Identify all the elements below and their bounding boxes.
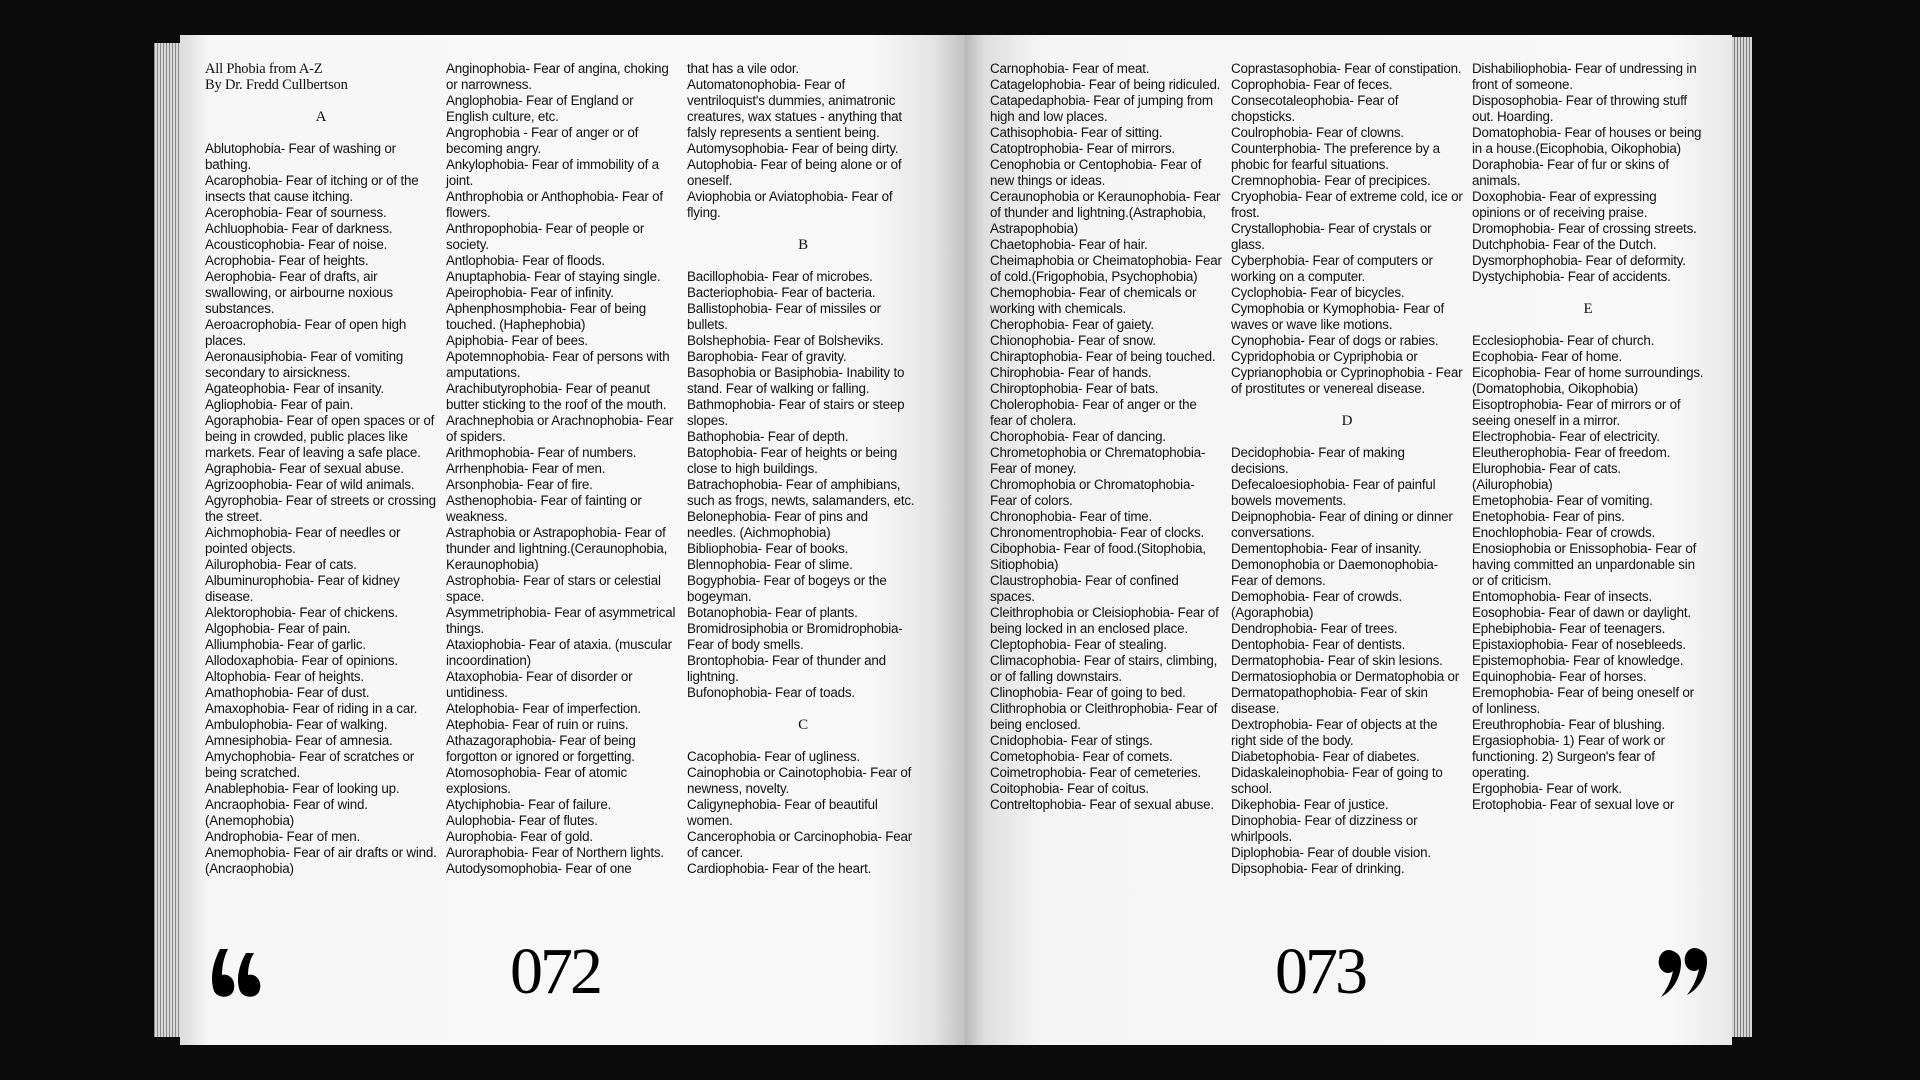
phobia-entry: Dromophobia- Fear of crossing streets. — [1472, 221, 1697, 236]
phobia-entry: Demonophobia or Daemonophobia- Fear of demons. — [1231, 557, 1438, 588]
phobia-entry: Basophobia or Basiphobia- Inability to stand. Fear of walking or falling. — [687, 365, 905, 396]
open-book — [150, 35, 1760, 1045]
phobia-entry: Climacophobia- Fear of stairs, climbing, or of falling downstairs. — [990, 653, 1218, 684]
phobia-entry: Cleptophobia- Fear of stealing. — [990, 637, 1167, 652]
phobia-entry: Alektorophobia- Fear of chickens. — [205, 605, 398, 620]
phobia-entry: Ataxophobia- Fear of disorder or untidiness. — [446, 669, 633, 700]
left-page — [180, 35, 965, 1045]
phobia-entry: Enochlophobia- Fear of crowds. — [1472, 525, 1656, 540]
phobia-entry: Cnidophobia- Fear of stings. — [990, 733, 1153, 748]
phobia-entry: Decidophobia- Fear of making decisions. — [1231, 445, 1405, 476]
phobia-entry: Chromophobia or Chromatophobia- Fear of colors. — [990, 477, 1195, 508]
phobia-entry: Cleithrophobia or Cleisiophobia- Fear of being locked in an enclosed place. — [990, 605, 1219, 636]
phobia-entry: Doraphobia- Fear of fur or skins of animals. — [1472, 157, 1669, 188]
phobia-entry: Arrhenphobia- Fear of men. — [446, 461, 606, 476]
phobia-entry: Epistaxiophobia- Fear of nosebleeds. — [1472, 637, 1686, 652]
page-number-right: 073 — [1275, 935, 1365, 1008]
column-3 — [687, 61, 919, 877]
phobia-entry: Bacillophobia- Fear of microbes. — [687, 269, 873, 284]
phobia-entry: Anablephobia- Fear of looking up. — [205, 781, 400, 796]
phobia-entry: Dipsophobia- Fear of drinking. — [1231, 861, 1405, 876]
phobia-entry: Autodysomophobia- Fear of one — [446, 861, 632, 876]
phobia-entry: Chiroptophobia- Fear of bats. — [990, 381, 1159, 396]
phobia-entry: Aeronausiphobia- Fear of vomiting secondary to airsickness. — [205, 349, 404, 380]
phobia-entry: Cancerophobia or Carcinophobia- Fear of cancer. — [687, 829, 913, 860]
phobia-entry: Atychiphobia- Fear of failure. — [446, 797, 612, 812]
phobia-entry: Chronomentrophobia- Fear of clocks. — [990, 525, 1205, 540]
phobia-entry: Dikephobia- Fear of justice. — [1231, 797, 1389, 812]
phobia-entry: Cenophobia or Centophobia- Fear of new things or ideas. — [990, 157, 1202, 188]
phobia-entry: Coprophobia- Fear of feces. — [1231, 77, 1393, 92]
phobia-entry: Ballistophobia- Fear of missiles or bullets. — [687, 301, 881, 332]
phobia-entry: Bathophobia- Fear of depth. — [687, 429, 849, 444]
phobia-entry: Dentophobia- Fear of dentists. — [1231, 637, 1406, 652]
phobia-entry: Asthenophobia- Fear of fainting or weakness. — [446, 493, 642, 524]
phobia-entry: Bromidrosiphobia or Bromidrophobia- Fear of body smells. — [687, 621, 903, 652]
phobia-entry: Cheimaphobia or Cheimatophobia- Fear of cold.(Frigophobia, Psychophobia) — [990, 253, 1222, 284]
phobia-entry: Cardiophobia- Fear of the heart. — [687, 861, 872, 876]
phobia-entry: Arachibutyrophobia- Fear of peanut butter sticking to the roof of the mouth. — [446, 381, 667, 412]
phobia-entry: Bibliophobia- Fear of books. — [687, 541, 849, 556]
book-title: All Phobia from A-Z — [205, 61, 323, 77]
phobia-entry: Cremnophobia- Fear of precipices. — [1231, 173, 1431, 188]
phobia-entry: Eremophobia- Fear of being oneself or of lonliness. — [1472, 685, 1694, 716]
phobia-entry: Amnesiphobia- Fear of amnesia. — [205, 733, 393, 748]
phobia-entry: Clinophobia- Fear of going to bed. — [990, 685, 1186, 700]
phobia-entry: Aulophobia- Fear of flutes. — [446, 813, 598, 828]
phobia-entry: Batophobia- Fear of heights or being close to high buildings. — [687, 445, 898, 476]
phobia-entry: Dendrophobia- Fear of trees. — [1231, 621, 1398, 636]
phobia-entry: Diabetophobia- Fear of diabetes. — [1231, 749, 1420, 764]
phobia-entry: Barophobia- Fear of gravity. — [687, 349, 847, 364]
page-edges-left — [154, 43, 180, 1037]
phobia-entry: Ecclesiophobia- Fear of church. — [1472, 333, 1655, 348]
phobia-entry: Cyclophobia- Fear of bicycles. — [1231, 285, 1405, 300]
phobia-entry: Chiraptophobia- Fear of being touched. — [990, 349, 1216, 364]
phobia-entry: Ergophobia- Fear of work. — [1472, 781, 1622, 796]
phobia-entry: Epistemophobia- Fear of knowledge. — [1472, 653, 1684, 668]
close-quote-icon — [1655, 947, 1711, 999]
phobia-entry: Ataxiophobia- Fear of ataxia. (muscular incoordination) — [446, 637, 672, 668]
phobia-entry: Claustrophobia- Fear of confined spaces. — [990, 573, 1179, 604]
phobia-entry: Acousticophobia- Fear of noise. — [205, 237, 388, 252]
phobia-entry: Dextrophobia- Fear of objects at the right side of the body. — [1231, 717, 1438, 748]
phobia-entry: Dystychiphobia- Fear of accidents. — [1472, 269, 1671, 284]
phobia-entry: Electrophobia- Fear of electricity. — [1472, 429, 1660, 444]
phobia-entry: Chorophobia- Fear of dancing. — [990, 429, 1166, 444]
phobia-entry: Anuptaphobia- Fear of staying single. — [446, 269, 661, 284]
phobia-entry: Dysmorphophobia- Fear of deformity. — [1472, 253, 1686, 268]
phobia-entry: Cainophobia or Cainotophobia- Fear of newness, novelty. — [687, 765, 912, 796]
phobia-entry: Amathophobia- Fear of dust. — [205, 685, 370, 700]
phobia-entry: Catoptrophobia- Fear of mirrors. — [990, 141, 1175, 156]
phobia-entry: Apiphobia- Fear of bees. — [446, 333, 588, 348]
phobia-entry: Auroraphobia- Fear of Northern lights. — [446, 845, 664, 860]
phobia-entry: Ergasiophobia- 1) Fear of work or functioning. 2) Surgeon's fear of operating. — [1472, 733, 1665, 780]
phobia-entry: Astrophobia- Fear of stars or celestial space. — [446, 573, 661, 604]
phobia-entry: Ankylophobia- Fear of immobility of a joint. — [446, 157, 659, 188]
page-number-left: 072 — [510, 935, 600, 1008]
phobia-entry: Aichmophobia- Fear of needles or pointed objects. — [205, 525, 401, 556]
phobia-entry: Bathmophobia- Fear of stairs or steep slopes. — [687, 397, 905, 428]
phobia-entry: Erotophobia- Fear of sexual love or — [1472, 797, 1675, 812]
phobia-entry: Domatophobia- Fear of houses or being in a house.(Eicophobia, Oikophobia) — [1472, 125, 1702, 156]
phobia-entry: Ereuthrophobia- Fear of blushing. — [1472, 717, 1665, 732]
phobia-entry: Coimetrophobia- Fear of cemeteries. — [990, 765, 1202, 780]
phobia-entry: Caligynephobia- Fear of beautiful women. — [687, 797, 878, 828]
phobia-entry: Dermatophobia- Fear of skin lesions. — [1231, 653, 1443, 668]
phobia-entry: Amychophobia- Fear of scratches or being scratched. — [205, 749, 415, 780]
phobia-entry: Enetophobia- Fear of pins. — [1472, 509, 1625, 524]
phobia-entry: Dishabiliophobia- Fear of undressing in front of someone. — [1472, 61, 1697, 92]
phobia-entry: Clithrophobia or Cleithrophobia- Fear of being enclosed. — [990, 701, 1218, 732]
phobia-entry: Botanophobia- Fear of plants. — [687, 605, 858, 620]
phobia-entry: Cymophobia or Kymophobia- Fear of waves or wave like motions. — [1231, 301, 1444, 332]
phobia-entry: Dinophobia- Fear of dizziness or whirlpools. — [1231, 813, 1418, 844]
phobia-entry: Deipnophobia- Fear of dining or dinner conversations. — [1231, 509, 1453, 540]
section-letter: D — [1341, 413, 1353, 429]
phobia-entry: Bogyphobia- Fear of bogeys or the bogeyman. — [687, 573, 887, 604]
phobia-entry: Automatonophobia- Fear of ventriloquist's dummies, animatronic creatures, wax statues - anything that falsly represents a sentient being. — [687, 77, 902, 140]
phobia-entry: Autophobia- Fear of being alone or of oneself. — [687, 157, 902, 188]
phobia-entry: Bolshephobia- Fear of Bolsheviks. — [687, 333, 884, 348]
phobia-entry: Entomophobia- Fear of insects. — [1472, 589, 1653, 604]
phobia-entry: Cholerophobia- Fear of anger or the fear of cholera. — [990, 397, 1197, 428]
phobia-entry: Agrizoophobia- Fear of wild animals. — [205, 477, 415, 492]
phobia-entry: Cyberphobia- Fear of computers or working on a computer. — [1231, 253, 1433, 284]
phobia-entry: Amaxophobia- Fear of riding in a car. — [205, 701, 418, 716]
phobia-entry: Atelophobia- Fear of imperfection. — [446, 701, 641, 716]
phobia-entry: Catapedaphobia- Fear of jumping from high and low places. — [990, 93, 1213, 124]
phobia-entry: Counterphobia- The preference by a phobic for fearful situations. — [1231, 141, 1440, 172]
phobia-entry: Chaetophobia- Fear of hair. — [990, 237, 1148, 252]
phobia-entry: Demophobia- Fear of crowds. (Agoraphobia) — [1231, 589, 1402, 620]
phobia-entry: Automysophobia- Fear of being dirty. — [687, 141, 899, 156]
phobia-entry: Catagelophobia- Fear of being ridiculed. — [990, 77, 1221, 92]
phobia-entry: Ceraunophobia or Keraunophobia- Fear of thunder and lightning.(Astraphobia, Astrapophobia) — [990, 189, 1221, 236]
phobia-entry: Cathisophobia- Fear of sitting. — [990, 125, 1163, 140]
phobia-entry: Ablutophobia- Fear of washing or bathing. — [205, 141, 396, 172]
phobia-entry: Cryophobia- Fear of extreme cold, ice or frost. — [1231, 189, 1463, 220]
phobia-entry: Androphobia- Fear of men. — [205, 829, 361, 844]
phobia-entry: Coitophobia- Fear of coitus. — [990, 781, 1149, 796]
phobia-entry: Ecophobia- Fear of home. — [1472, 349, 1623, 364]
phobia-entry: Aviophobia or Aviatophobia- Fear of flying. — [687, 189, 893, 220]
phobia-entry: Apeirophobia- Fear of infinity. — [446, 285, 614, 300]
phobia-entry: Brontophobia- Fear of thunder and lightning. — [687, 653, 886, 684]
section-letter: A — [315, 109, 327, 125]
phobia-entry: Allodoxaphobia- Fear of opinions. — [205, 653, 398, 668]
phobia-entry: Dutchphobia- Fear of the Dutch. — [1472, 237, 1657, 252]
phobia-entry: Anglophobia- Fear of England or English culture, etc. — [446, 93, 634, 124]
phobia-entry: Disposophobia- Fear of throwing stuff out. Hoarding. — [1472, 93, 1687, 124]
phobia-entry: Arachnephobia or Arachnophobia- Fear of spiders. — [446, 413, 674, 444]
phobia-entry: Agliophobia- Fear of pain. — [205, 397, 354, 412]
phobia-entry: Cometophobia- Fear of comets. — [990, 749, 1173, 764]
phobia-entry: Dementophobia- Fear of insanity. — [1231, 541, 1422, 556]
phobia-entry: Belonephobia- Fear of pins and needles. (Aichmophobia) — [687, 509, 868, 540]
phobia-entry: Altophobia- Fear of heights. — [205, 669, 364, 684]
column-1 — [205, 61, 437, 877]
phobia-entry: Batrachophobia- Fear of amphibians, such as frogs, newts, salamanders, etc. — [687, 477, 915, 508]
phobia-entry: Chirophobia- Fear of hands. — [990, 365, 1152, 380]
phobia-entry: Alliumphobia- Fear of garlic. — [205, 637, 366, 652]
phobia-entry: Eicophobia- Fear of home surroundings.(Domatophobia, Oikophobia) — [1472, 365, 1704, 396]
phobia-entry: Equinophobia- Fear of horses. — [1472, 669, 1647, 684]
phobia-entry: Agyrophobia- Fear of streets or crossing the street. — [205, 493, 436, 524]
phobia-entry: Agateophobia- Fear of insanity. — [205, 381, 384, 396]
phobia-entry: Ancraophobia- Fear of wind. (Anemophobia) — [205, 797, 368, 828]
phobia-entry: Defecaloesiophobia- Fear of painful bowels movements. — [1231, 477, 1436, 508]
phobia-entry: Cynophobia- Fear of dogs or rabies. — [1231, 333, 1439, 348]
phobia-entry: Consecotaleophobia- Fear of chopsticks. — [1231, 93, 1399, 124]
page-edges-right — [1732, 37, 1752, 1037]
phobia-entry: Carnophobia- Fear of meat. — [990, 61, 1150, 76]
phobia-entry: Antlophobia- Fear of floods. — [446, 253, 605, 268]
phobia-entry: Anginophobia- Fear of angina, choking or narrowness. — [446, 61, 669, 92]
phobia-entry: Diplophobia- Fear of double vision. — [1231, 845, 1431, 860]
phobia-entry: Eleutherophobia- Fear of freedom. — [1472, 445, 1671, 460]
section-letter: E — [1583, 301, 1593, 317]
open-quote-icon — [210, 947, 270, 999]
phobia-entry: Dermatosiophobia or Dermatophobia or Dermatopathophobia- Fear of skin disease. — [1231, 669, 1460, 716]
phobia-entry: Emetophobia- Fear of vomiting. — [1472, 493, 1653, 508]
phobia-entry: Contreltophobia- Fear of sexual abuse. — [990, 797, 1214, 812]
phobia-entry: Anemophobia- Fear of air drafts or wind.(Ancraophobia) — [205, 845, 437, 876]
phobia-entry: Cherophobia- Fear of gaiety. — [990, 317, 1154, 332]
phobia-entry: Atomosophobia- Fear of atomic explosions. — [446, 765, 628, 796]
phobia-entry: Athazagoraphobia- Fear of being forgotton or ignored or forgetting. — [446, 733, 636, 764]
column-4 — [990, 61, 1222, 813]
phobia-entry: Arsonphobia- Fear of fire. — [446, 477, 593, 492]
phobia-entry: Elurophobia- Fear of cats. (Ailurophobia) — [1472, 461, 1621, 492]
phobia-entry: Eosophobia- Fear of dawn or daylight. — [1472, 605, 1691, 620]
phobia-entry: Ambulophobia- Fear of walking. — [205, 717, 388, 732]
phobia-entry: Bacteriophobia- Fear of bacteria. — [687, 285, 876, 300]
phobia-entry: Blennophobia- Fear of slime. — [687, 557, 853, 572]
phobia-entry: Algophobia- Fear of pain. — [205, 621, 351, 636]
phobia-entry: Didaskaleinophobia- Fear of going to school. — [1231, 765, 1443, 796]
phobia-entry: Aphenphosmphobia- Fear of being touched. (Haphephobia) — [446, 301, 647, 332]
column-2 — [446, 61, 678, 877]
phobia-entry: Chrometophobia or Chrematophobia- Fear of money. — [990, 445, 1206, 476]
phobia-entry: Acerophobia- Fear of sourness. — [205, 205, 387, 220]
phobia-entry: Angrophobia - Fear of anger or of becoming angry. — [446, 125, 639, 156]
phobia-entry: Cacophobia- Fear of ugliness. — [687, 749, 860, 764]
phobia-entry: Acarophobia- Fear of itching or of the insects that cause itching. — [205, 173, 419, 204]
phobia-entry: Ailurophobia- Fear of cats. — [205, 557, 357, 572]
phobia-entry: Eisoptrophobia- Fear of mirrors or of seeing oneself in a mirror. — [1472, 397, 1681, 428]
phobia-entry: Coprastasophobia- Fear of constipation. — [1231, 61, 1462, 76]
phobia-entry: Agoraphobia- Fear of open spaces or of being in crowded, public places like markets. Fear of leaving a safe place. — [205, 413, 435, 460]
phobia-entry: Anthrophobia or Anthophobia- Fear of flowers. — [446, 189, 663, 220]
phobia-entry: Chronophobia- Fear of time. — [990, 509, 1153, 524]
right-page — [965, 35, 1732, 1045]
phobia-entry: Chemophobia- Fear of chemicals or working with chemicals. — [990, 285, 1197, 316]
phobia-entry: Cibophobia- Fear of food.(Sitophobia, Sitiophobia) — [990, 541, 1206, 572]
phobia-entry: Atephobia- Fear of ruin or ruins. — [446, 717, 629, 732]
phobia-entry: Apotemnophobia- Fear of persons with amputations. — [446, 349, 670, 380]
column-6 — [1472, 61, 1704, 813]
phobia-entry: Bufonophobia- Fear of toads. — [687, 685, 855, 700]
phobia-entry: Coulrophobia- Fear of clowns. — [1231, 125, 1404, 140]
phobia-entry: Albuminurophobia- Fear of kidney disease. — [205, 573, 400, 604]
phobia-entry: Cypridophobia or Cypriphobia or Cyprianophobia or Cyprinophobia - Fear of prostitutes or venereal disease. — [1231, 349, 1463, 396]
phobia-entry: Acrophobia- Fear of heights. — [205, 253, 369, 268]
phobia-entry: that has a vile odor. — [687, 61, 799, 76]
phobia-entry: Aerophobia- Fear of drafts, air swallowing, or airbourne noxious substances. — [205, 269, 393, 316]
phobia-entry: Asymmetriphobia- Fear of asymmetrical things. — [446, 605, 676, 636]
phobia-entry: Aurophobia- Fear of gold. — [446, 829, 593, 844]
phobia-entry: Crystallophobia- Fear of crystals or glass. — [1231, 221, 1432, 252]
book-author: By Dr. Fredd Cullbertson — [205, 77, 348, 93]
phobia-entry: Astraphobia or Astrapophobia- Fear of thunder and lightning.(Ceraunophobia, Keraunophobia) — [446, 525, 668, 572]
section-letter: C — [798, 717, 808, 733]
phobia-entry: Arithmophobia- Fear of numbers. — [446, 445, 637, 460]
column-5 — [1231, 61, 1463, 877]
phobia-entry: Chionophobia- Fear of snow. — [990, 333, 1156, 348]
phobia-entry: Aeroacrophobia- Fear of open high places. — [205, 317, 407, 348]
phobia-entry: Agraphobia- Fear of sexual abuse. — [205, 461, 404, 476]
phobia-entry: Doxophobia- Fear of expressing opinions or of receiving praise. — [1472, 189, 1657, 220]
phobia-entry: Ephebiphobia- Fear of teenagers. — [1472, 621, 1666, 636]
phobia-entry: Enosiophobia or Enissophobia- Fear of having committed an unpardonable sin or of criticism. — [1472, 541, 1697, 588]
phobia-entry: Achluophobia- Fear of darkness. — [205, 221, 393, 236]
phobia-entry: Anthropophobia- Fear of people or society. — [446, 221, 645, 252]
section-letter: B — [798, 237, 808, 253]
